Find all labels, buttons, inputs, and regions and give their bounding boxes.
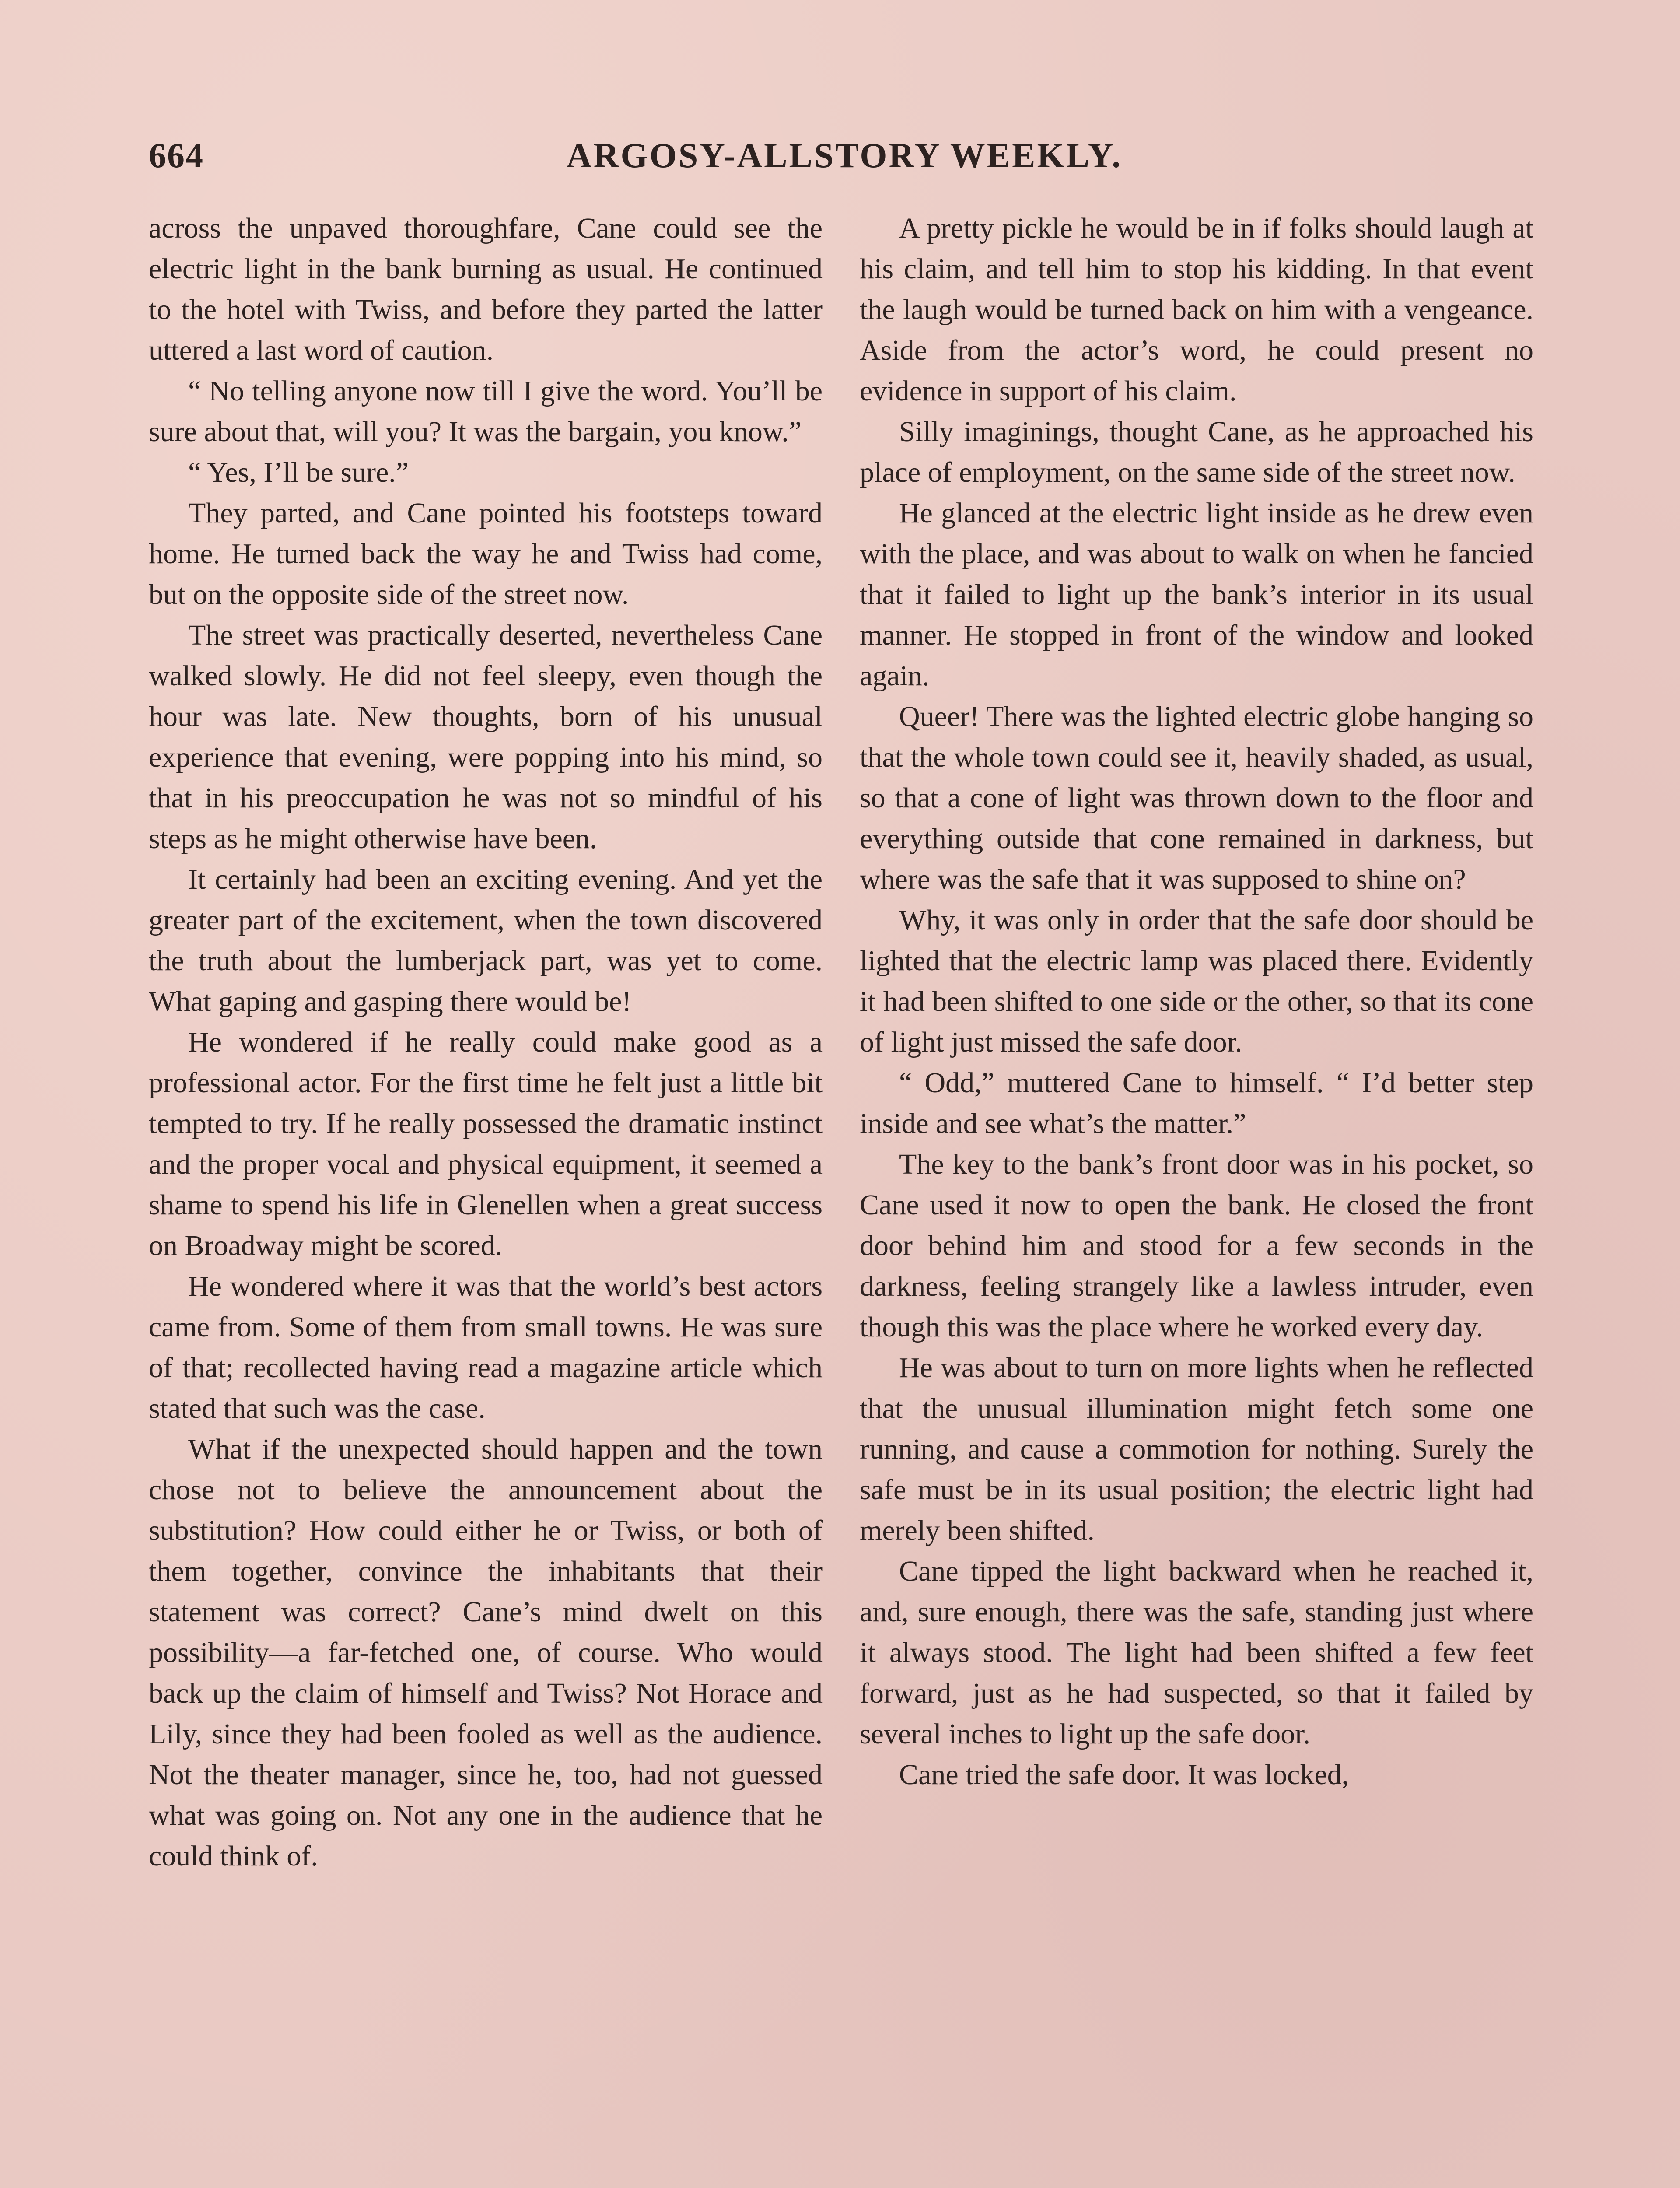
paragraph: They parted, and Cane pointed his footsteps toward home. He turned back the way he and Twiss had come, but on the opposite side of the street now.	[149, 497, 822, 610]
paragraph: It certainly had been an exciting evening. And yet the greater part of the excitement, when the town discovered the truth about the lumberjack part, was yet to come. What gaping and gasping there would be!	[149, 863, 822, 1017]
paragraph: The key to the bank’s front door was in his pocket, so Cane used it now to open the bank. He closed the front door behind him and stood for a few seconds in the darkness, feeling strangely like a lawless intruder, even though this was the place where he worked every day.	[860, 1148, 1533, 1343]
paragraph: He glanced at the electric light inside as he drew even with the place, and was about to walk on when he fancied that it failed to light up the bank’s interior in its usual manner. He stopped in front of the window and looked again.	[860, 497, 1533, 692]
paragraph: “ No telling anyone now till I give the word. You’ll be sure about that, will you? It was the bargain, you know.”	[149, 375, 822, 448]
paragraph: “ Odd,” muttered Cane to himself. “ I’d better step inside and see what’s the matter.”	[860, 1067, 1533, 1140]
paragraph: Cane tried the safe door. It was locked,	[899, 1759, 1349, 1791]
right-column	[860, 208, 1533, 1795]
paragraph: Silly imaginings, thought Cane, as he approached his place of employment, on the same side of the street now.	[860, 416, 1533, 488]
page-number: 664	[149, 137, 204, 175]
paragraph: Why, it was only in order that the safe door should be lighted that the electric lamp was placed there. Evidently it had been shifted to one side or the other, so that its cone of light just missed the safe door.	[860, 904, 1533, 1058]
left-column	[149, 208, 822, 1876]
page-header	[149, 125, 1540, 186]
paragraph: He was about to turn on more lights when he reflected that the unusual illumination might fetch some one running, and cause a commotion for nothing. Surely the safe must be in its usual position; the electric light had merely been shifted.	[860, 1352, 1533, 1546]
paragraph: “ Yes, I’ll be sure.”	[188, 456, 409, 488]
running-head: ARGOSY-ALLSTORY WEEKLY.	[566, 137, 1123, 175]
paragraph: He wondered if he really could make good as a professional actor. For the first time he felt just a little bit tempted to try. If he really possessed the dramatic instinct and the proper vocal and physical equipment, it seemed a shame to spend his life in Glenellen when a great success on Broadway might be scored.	[149, 1026, 822, 1262]
paragraph: The street was practically deserted, nevertheless Cane walked slowly. He did not feel sleepy, even though the hour was late. New thoughts, born of his unusual experience that evening, were popping into his mind, so that in his preoccupation he was not so mindful of his steps as he might otherwise have been.	[149, 619, 822, 855]
paragraph: across the unpaved thoroughfare, Cane could see the electric light in the bank burning as usual. He continued to the hotel with Twiss, and before they parted the latter uttered a last word of caution.	[149, 212, 822, 366]
paragraph: What if the unexpected should happen and the town chose not to believe the announcement about the substitution? How could either he or Twiss, or both of them together, convince the inhabitants that their statement was correct? Cane’s mind dwelt on this possibility—a far-fetched one, of course. Who would back up the claim of himself and Twiss? Not Horace and Lily, since they had been fooled as well as the audience. Not the theater manager, since he, too, had not guessed what was going on. Not any one in the audience that he could think of.	[149, 1433, 822, 1872]
paragraph: Queer! There was the lighted electric globe hanging so that the whole town could see it, heavily shaded, as usual, so that a cone of light was thrown down to the floor and everything outside that cone remained in darkness, but where was the safe that it was supposed to shine on?	[860, 701, 1533, 895]
paragraph: A pretty pickle he would be in if folks should laugh at his claim, and tell him to stop his kidding. In that event the laugh would be turned back on him with a vengeance. Aside from the actor’s word, he could present no evidence in support of his claim.	[860, 212, 1533, 407]
paragraph: He wondered where it was that the world’s best actors came from. Some of them from small towns. He was sure of that; recollected having read a magazine article which stated that such was the case.	[149, 1270, 822, 1424]
paragraph: Cane tipped the light backward when he reached it, and, sure enough, there was the safe, standing just where it always stood. The light had been shifted a few feet forward, just as he had suspected, so that it failed by several inches to light up the safe door.	[860, 1555, 1533, 1750]
